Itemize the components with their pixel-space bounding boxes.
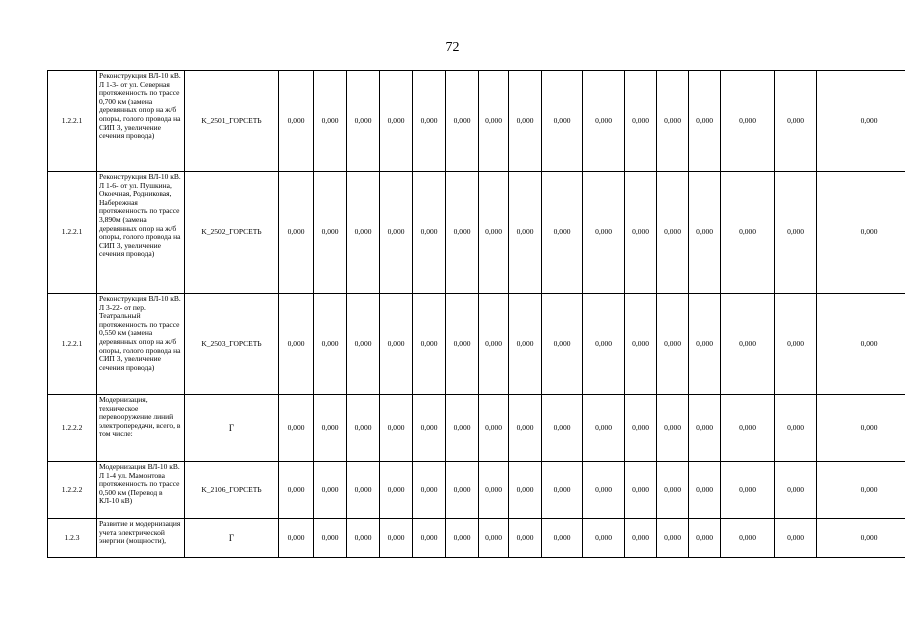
value-cell: 0,000 [817,462,905,519]
value-cell: 0,000 [583,172,625,294]
value-cell: 0,000 [775,395,817,462]
value-cell: 0,000 [380,395,413,462]
value-cell: 0,000 [542,71,583,172]
value-cell: 0,000 [657,462,689,519]
row-number-cell: 1.2.3 [48,519,97,558]
table-body [48,71,905,558]
value-cell: 0,000 [347,462,380,519]
value-cell: 0,000 [413,71,446,172]
row-number-cell: 1.2.2.1 [48,71,97,172]
value-cell: 0,000 [347,172,380,294]
value-cell: 0,000 [479,294,509,395]
value-cell: 0,000 [314,294,347,395]
value-cell: 0,000 [721,519,775,558]
value-cell: 0,000 [279,462,314,519]
row-code-cell: K_2503_ГОРСЕТЬ [185,294,279,395]
value-cell: 0,000 [279,172,314,294]
value-cell: 0,000 [583,395,625,462]
table-row [48,395,905,462]
value-cell: 0,000 [279,395,314,462]
value-cell: 0,000 [657,71,689,172]
value-cell: 0,000 [479,71,509,172]
value-cell: 0,000 [625,71,657,172]
value-cell: 0,000 [380,294,413,395]
row-number-cell: 1.2.2.2 [48,462,97,519]
value-cell: 0,000 [689,71,721,172]
value-cell: 0,000 [542,172,583,294]
value-cell: 0,000 [583,294,625,395]
value-cell: 0,000 [817,71,905,172]
value-cell: 0,000 [446,71,479,172]
value-cell: 0,000 [817,519,905,558]
row-description-cell: Модернизация, техническое перевооружение линий электропередачи, всего, в том числе: [97,395,185,462]
value-cell: 0,000 [380,519,413,558]
value-cell: 0,000 [775,172,817,294]
value-cell: 0,000 [689,462,721,519]
value-cell: 0,000 [721,71,775,172]
value-cell: 0,000 [689,395,721,462]
value-cell: 0,000 [413,294,446,395]
value-cell: 0,000 [721,294,775,395]
value-cell: 0,000 [721,462,775,519]
value-cell: 0,000 [817,294,905,395]
value-cell: 0,000 [625,462,657,519]
value-cell: 0,000 [509,71,542,172]
value-cell: 0,000 [625,395,657,462]
value-cell: 0,000 [583,71,625,172]
value-cell: 0,000 [657,172,689,294]
value-cell: 0,000 [479,462,509,519]
value-cell: 0,000 [279,71,314,172]
value-cell: 0,000 [347,395,380,462]
row-code-cell: K_2106_ГОРСЕТЬ [185,462,279,519]
value-cell: 0,000 [314,172,347,294]
value-cell: 0,000 [347,71,380,172]
table-row [48,71,905,172]
value-cell: 0,000 [509,395,542,462]
value-cell: 0,000 [347,294,380,395]
value-cell: 0,000 [479,395,509,462]
value-cell: 0,000 [509,294,542,395]
row-number-cell: 1.2.2.2 [48,395,97,462]
value-cell: 0,000 [380,462,413,519]
row-description-cell: Развитие и модернизация учета электрической энергии (мощности), [97,519,185,558]
value-cell: 0,000 [583,462,625,519]
value-cell: 0,000 [817,395,905,462]
value-cell: 0,000 [657,294,689,395]
value-cell: 0,000 [413,172,446,294]
value-cell: 0,000 [775,71,817,172]
value-cell: 0,000 [446,294,479,395]
value-cell: 0,000 [689,519,721,558]
row-description-cell: Реконструкция ВЛ-10 кВ. Л 1-3- от ул. Северная протяженность по трассе 0,700 км (замена деревянных опор на ж/б опоры, голого провода на СИП 3, увеличение сечения провода) [97,71,185,172]
value-cell: 0,000 [775,294,817,395]
value-cell: 0,000 [775,519,817,558]
value-cell: 0,000 [542,519,583,558]
value-cell: 0,000 [542,462,583,519]
row-code-cell: K_2502_ГОРСЕТЬ [185,172,279,294]
value-cell: 0,000 [625,519,657,558]
table-row [48,519,905,558]
row-description-cell: Реконструкция ВЛ-10 кВ. Л 3-22- от пер. Театральный протяженность по трассе 0,550 км (замена деревянных опор на ж/б опоры, голого провода на СИП 3, увеличение сечения провода) [97,294,185,395]
row-code-cell: Г [185,395,279,462]
value-cell: 0,000 [314,395,347,462]
value-cell: 0,000 [413,519,446,558]
value-cell: 0,000 [380,172,413,294]
value-cell: 0,000 [775,462,817,519]
value-cell: 0,000 [657,519,689,558]
value-cell: 0,000 [657,395,689,462]
table-row [48,294,905,395]
value-cell: 0,000 [413,395,446,462]
row-description-cell: Модернизация ВЛ-10 кВ. Л 1-4 ул. Мамонтова протяженность по трассе 0,500 км (Перевод в КЛ-10 кВ) [97,462,185,519]
table-row [48,172,905,294]
row-number-cell: 1.2.2.1 [48,294,97,395]
value-cell: 0,000 [446,395,479,462]
table-row [48,462,905,519]
row-description-cell: Реконструкция ВЛ-10 кВ. Л 1-6- от ул. Пушкина, Окоечная, Родниковая, Набережная протяженность по трассе 3,890м (замена деревянных опор на ж/б опоры, голого провода на СИП 3, увеличение сечения провода) [97,172,185,294]
value-cell: 0,000 [446,519,479,558]
value-cell: 0,000 [509,462,542,519]
value-cell: 0,000 [509,519,542,558]
row-code-cell: K_2501_ГОРСЕТЬ [185,71,279,172]
value-cell: 0,000 [413,462,446,519]
value-cell: 0,000 [279,519,314,558]
investment-table [47,70,905,558]
value-cell: 0,000 [479,519,509,558]
value-cell: 0,000 [817,172,905,294]
value-cell: 0,000 [625,172,657,294]
row-code-cell: Г [185,519,279,558]
row-number-cell: 1.2.2.1 [48,172,97,294]
value-cell: 0,000 [380,71,413,172]
value-cell: 0,000 [542,294,583,395]
value-cell: 0,000 [583,519,625,558]
value-cell: 0,000 [542,395,583,462]
value-cell: 0,000 [479,172,509,294]
page-number: 72 [445,40,460,55]
value-cell: 0,000 [347,519,380,558]
value-cell: 0,000 [721,172,775,294]
value-cell: 0,000 [509,172,542,294]
value-cell: 0,000 [314,462,347,519]
value-cell: 0,000 [721,395,775,462]
value-cell: 0,000 [689,294,721,395]
value-cell: 0,000 [689,172,721,294]
value-cell: 0,000 [446,172,479,294]
value-cell: 0,000 [279,294,314,395]
value-cell: 0,000 [625,294,657,395]
value-cell: 0,000 [314,71,347,172]
value-cell: 0,000 [446,462,479,519]
value-cell: 0,000 [314,519,347,558]
